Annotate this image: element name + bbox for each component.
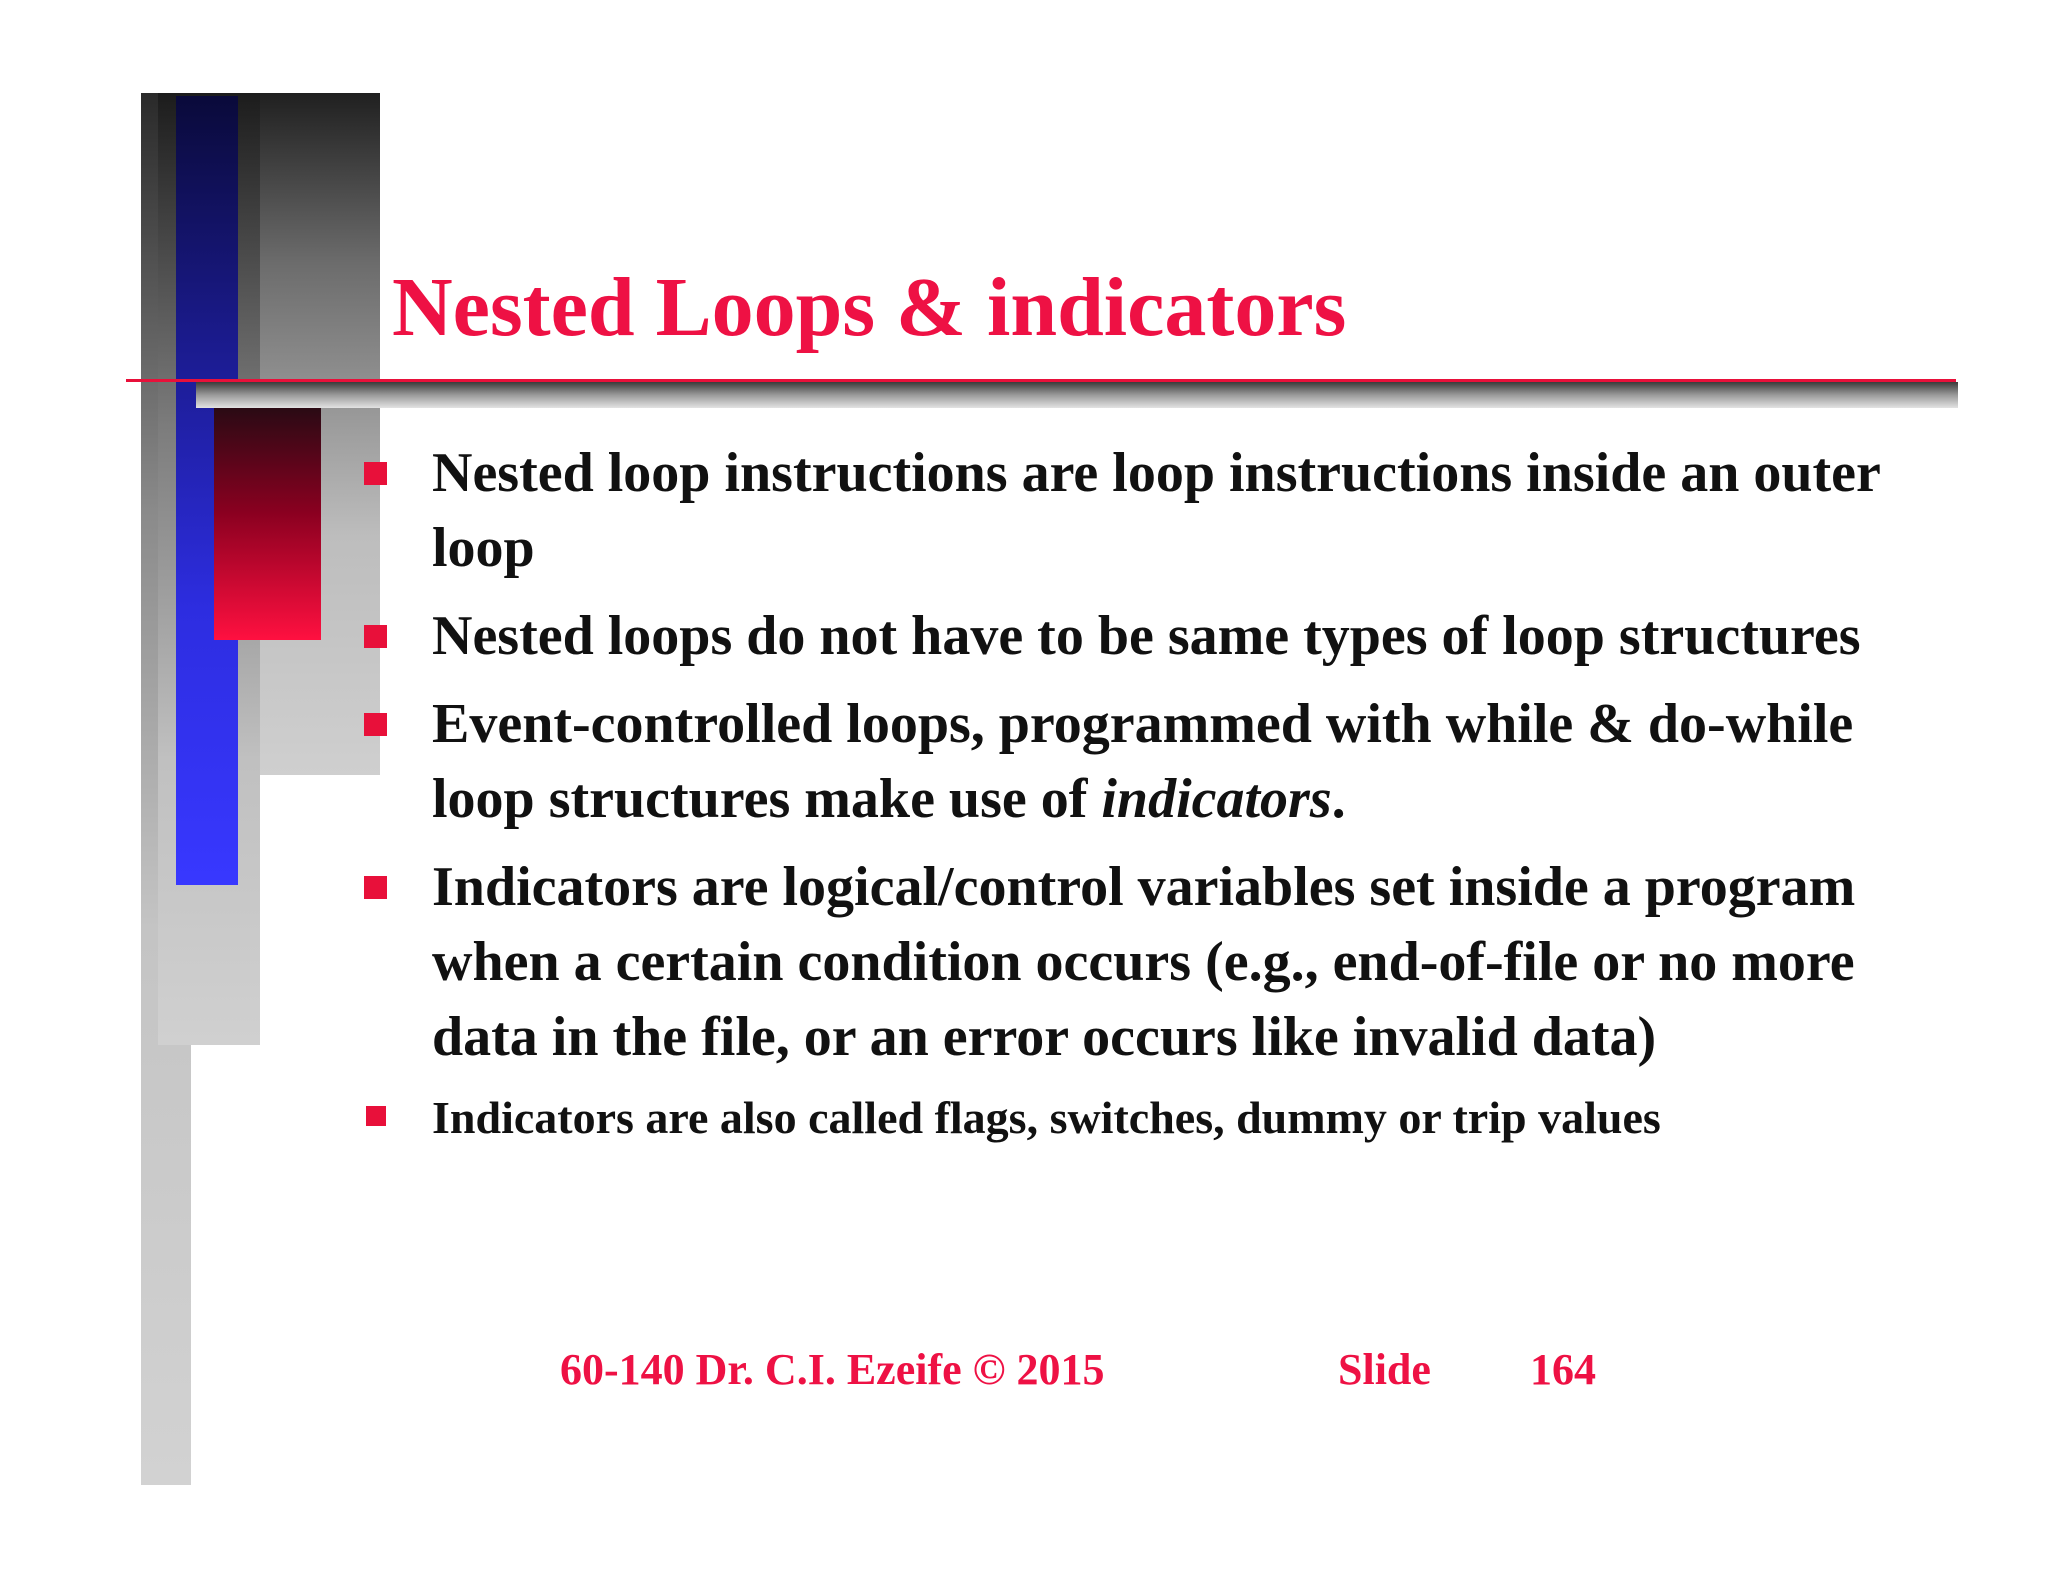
footer-slide-label: Slide bbox=[1338, 1345, 1431, 1394]
footer-slide-number: 164 bbox=[1530, 1345, 1596, 1394]
bullet-item bbox=[360, 436, 1920, 586]
bullet-text: Nested loops do not have to be same types of loop structures bbox=[432, 605, 1861, 667]
title-underline bbox=[126, 379, 1956, 382]
title-underline-shadow bbox=[196, 382, 1958, 408]
bullet-list bbox=[360, 436, 1920, 1148]
square-bullet-icon bbox=[364, 625, 387, 648]
bullet-text-after: . bbox=[1331, 768, 1346, 830]
bullet-text: Indicators are also called flags, switches, dummy or trip values bbox=[432, 1092, 1661, 1143]
slide-title: Nested Loops & indicators bbox=[392, 261, 1347, 354]
square-bullet-icon bbox=[364, 713, 387, 736]
bullet-text bbox=[432, 693, 1853, 830]
bullet-text: Indicators are logical/control variables set inside a program when a certain condition occurs (e.g., end-of-file or no more data in the file, or an error occurs like invalid data) bbox=[432, 856, 1856, 1068]
bullet-item bbox=[360, 687, 1920, 837]
footer-course: 60-140 Dr. C.I. Ezeife © 2015 bbox=[560, 1345, 1105, 1394]
square-bullet-icon bbox=[364, 462, 387, 485]
bullet-emphasis: indicators bbox=[1101, 768, 1332, 830]
bullet-item bbox=[360, 599, 1920, 674]
bullet-item bbox=[360, 850, 1920, 1075]
square-bullet-icon bbox=[364, 876, 387, 899]
decor-red-block bbox=[214, 408, 321, 640]
square-bullet-icon bbox=[366, 1106, 386, 1126]
bullet-item bbox=[360, 1088, 1920, 1148]
bullet-text: Nested loop instructions are loop instructions inside an outer loop bbox=[432, 442, 1880, 579]
bullet-text-before: Event-controlled loops, programmed with while & do-while loop structures make use of bbox=[432, 693, 1854, 830]
